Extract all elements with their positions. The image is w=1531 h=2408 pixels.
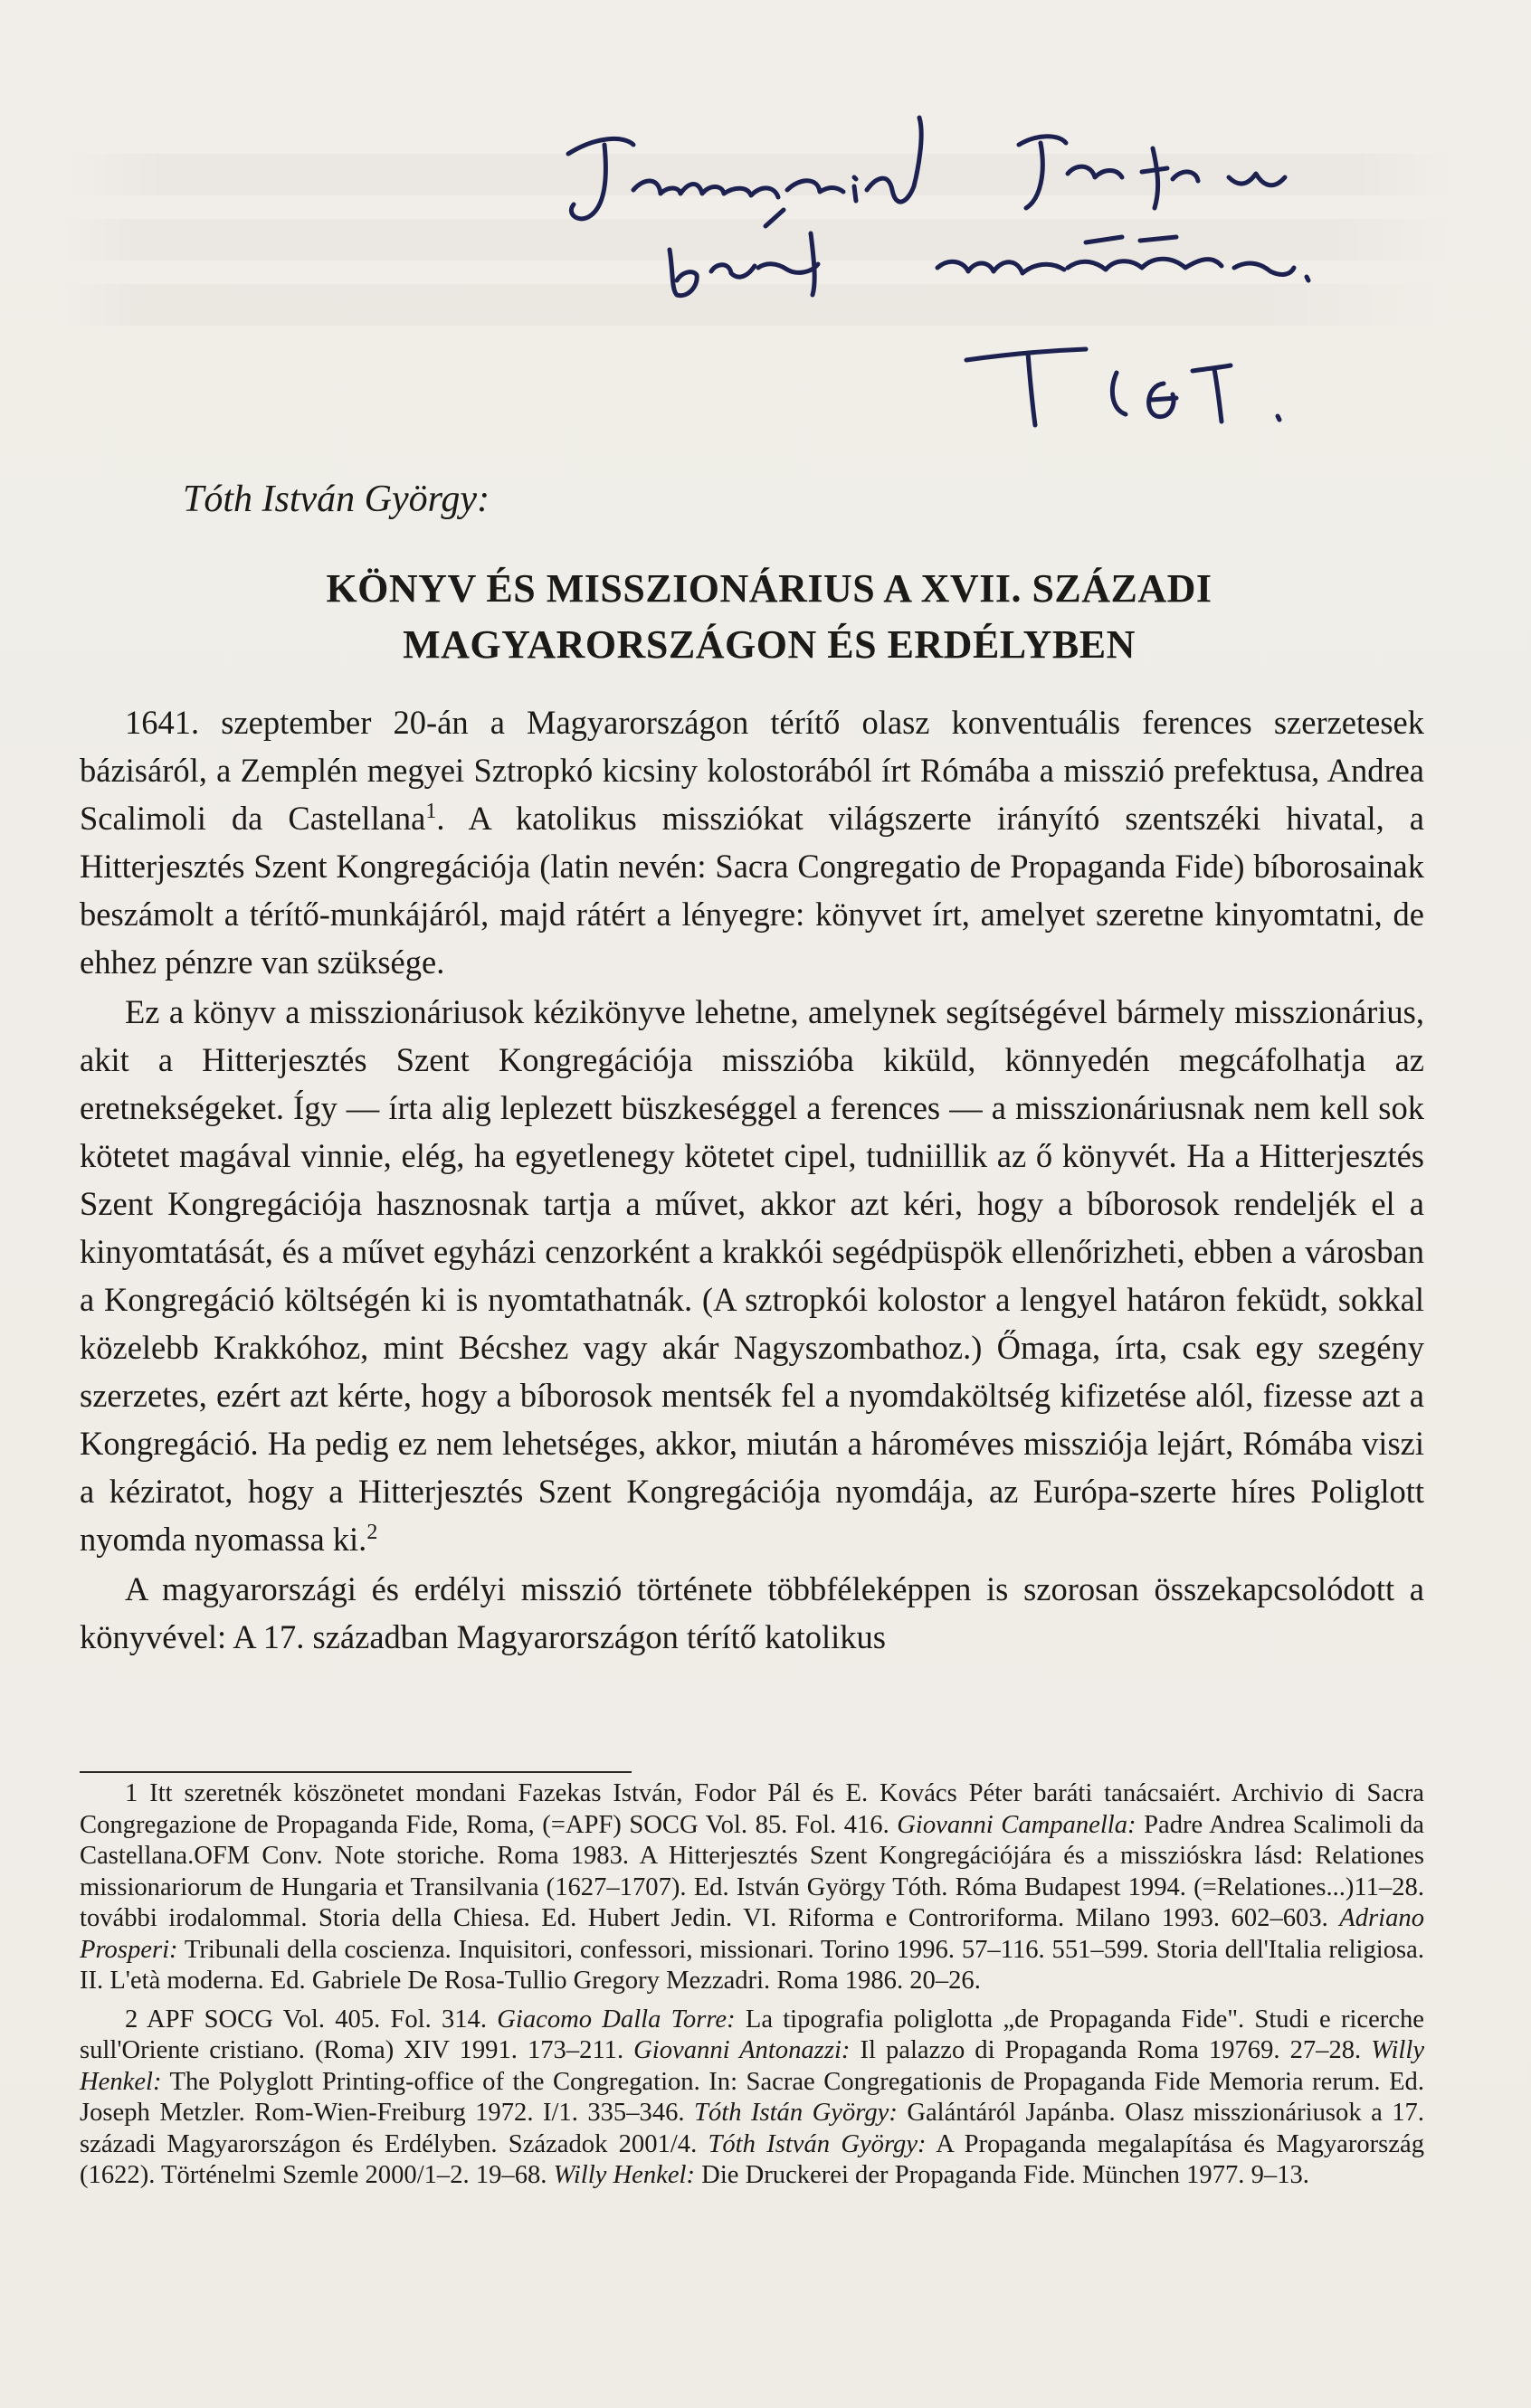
article-title <box>136 561 1403 673</box>
footnote-1-author-1: Giovanni Campanella: <box>897 1810 1136 1839</box>
footnote-2-text-7: Die Druckerei der Propaganda Fide. München 1977. 9–13. <box>695 2161 1309 2189</box>
footnote-1 <box>80 1778 1424 1997</box>
author-name: Tóth István György: <box>183 479 490 520</box>
footnote-2-mark: 2 <box>125 2005 138 2034</box>
paragraph-1-text-a: 1641. szeptember 20-án a Magyarországon térítő olasz konventuális ferences szerzetesek bázisáról, a Zemplén megyei Sztropkó kicsiny kolostorából írt Rómába a misszió prefektusa, Andrea Scalimoli da Castellana <box>80 704 1424 837</box>
footnote-2-author-1: Giacomo Dalla Torre: <box>497 2005 736 2034</box>
handwritten-dedication <box>0 0 1531 470</box>
footnote-2-author-6: Willy Henkel: <box>553 2161 696 2189</box>
footnote-2-author-5: Tóth István György: <box>708 2129 927 2158</box>
footnote-1-text-2: Padre Andrea Scalimoli da Castellana.OFM Conv. Note storiche. Roma 1983. A Hitterjesztés Szent Kongregációjára és a misszióskra lásd: Relationes missionariorum de Hungaria et Transilvania (1627–1707). Ed. István György Tóth. Róma Budapest 1994. (=Relationes...)11–28. további irodalommal. Storia della Chiesa. Ed. Hubert Jedin. VI. Riforma e Controriforma. Milano 1993. 602–603. <box>80 1810 1424 1932</box>
footnote-2-text-2: La tipografia poliglotta „de Propaganda Fide". Studi e ricerche sull'Oriente cristiano. (Roma) XIV 1991. 173–211. <box>80 2005 1424 2064</box>
title-line-1: KÖNYV ÉS MISSZIONÁRIUS A XVII. SZÁZADI <box>326 566 1212 611</box>
paragraph-2 <box>80 988 1424 1563</box>
body-text <box>80 698 1424 1661</box>
footnote-divider <box>80 1771 632 1773</box>
footnote-2-author-3: Willy Henkel: <box>80 2036 1425 2096</box>
footnote-2-author-4: Tóth Istán György: <box>694 2099 898 2127</box>
footnote-2-text-6: A Propaganda megalapítása és Magyarország (1622). Történelmi Szemle 2000/1–2. 19–68. <box>80 2129 1424 2189</box>
footnotes <box>80 1778 1424 2192</box>
footnote-ref-1: 1 <box>425 799 437 823</box>
footnote-1-mark: 1 <box>125 1779 138 1807</box>
footnote-2-text: APF SOCG Vol. 405. Fol. 314. <box>146 2005 498 2034</box>
paragraph-1-text-b: . A katolikus missziókat világszerte irányító szentszéki hivatal, a Hitterjesztés Szent Kongregációja (latin nevén: Sacra Congregatio de Propaganda Fide) bíborosainak beszámolt a térítő-munkájáról, majd rátért a lényegre: könyvet írt, amelyet szeretne kinyomtatni, de ehhez pénzre van szüksége. <box>80 800 1424 981</box>
footnote-2-text-4: The Polyglott Printing-office of the Congregation. In: Sacrae Congregationis de Propaganda Fide Memoria rerum. Ed. Joseph Metzler. Rom-Wien-Freiburg 1972. I/1. 335–346. <box>80 2067 1424 2127</box>
footnote-1-author-2: Adriano Prosperi: <box>80 1904 1424 1964</box>
footnote-2-text-5: Galántáról Japánba. Olasz misszionáriusok a 17. századi Magyarországon és Erdélyben. Századok 2001/4. <box>80 2099 1424 2158</box>
footnote-2-author-2: Giovanni Antonazzi: <box>633 2036 851 2064</box>
paragraph-3: A magyarországi és erdélyi misszió története többféleképpen is szorosan összekapcsolódott a könyvével: A 17. században Magyarországon térítő katolikus <box>80 1570 1424 1655</box>
footnote-2 <box>80 2005 1424 2192</box>
paragraph-1 <box>80 698 1424 986</box>
footnote-1-text: Itt szeretnék köszönetet mondani Fazekas István, Fodor Pál és E. Kovács Péter baráti tanácsaiért. Archivio di Sacra Congregazione de Propaganda Fide, Roma, (=APF) SOCG Vol. 85. Fol. 416. <box>80 1779 1424 1839</box>
footnote-ref-2: 2 <box>366 1520 378 1544</box>
title-line-2: MAGYARORSZÁGON ÉS ERDÉLYBEN <box>403 622 1136 667</box>
footnote-1-text-3: Tribunali della coscienza. Inquisitori, confessori, missionari. Torino 1996. 57–116. 551–599. Storia dell'Italia religiosa. II. L'età moderna. Ed. Gabriele De Rosa-Tullio Gregory Mezzadri. Roma 1986. 20–26. <box>80 1935 1424 1995</box>
paragraph-2-text: Ez a könyv a misszionáriusok kézikönyve lehetne, amelynek segítségével bármely misszionárius, akit a Hitterjesztés Szent Kongregációja misszióba kiküld, könnyedén megcáfolhatja az eretnekségeket. Így — írta alig leplezett büszkeséggel a ferences — a misszionáriusnak nem kell sok kötetet magával vinnie, elég, ha egyetlenegy kötetet cipel, tudniillik az ő könyvét. Ha a Hitterjesztés Szent Kongregációja hasznosnak tartja a művet, akkor azt kéri, hogy a bíborosok rendeljék el a kinyomtatását, és a művet egyházi cenzorként a krakkói segédpüspök ellenőrizheti, ebben a városban a Kongregáció költségén ki is nyomtathatnák. (A sztropkói kolostor a lengyel határon feküdt, sokkal közelebb Krakkóhoz, mint Bécshez vagy akár Nagyszombathoz.) Őmaga, írta, csak egy szegény szerzetes, ezért azt kérte, hogy a bíborosok mentsék fel a nyomdaköltség kifizetése alól, fizesse azt a Kongregáció. Ha pedig ez nem lehetséges, akkor, miután a hároméves missziója lejárt, Rómába viszi a kéziratot, hogy a Hitterjesztés Szent Kongregációja nyomdája, az Európa-szerte híres Poliglott nyomda nyomassa ki. <box>80 993 1424 1558</box>
footnote-2-text-3: Il palazzo di Propaganda Roma 19769. 27–28. <box>850 2036 1372 2064</box>
